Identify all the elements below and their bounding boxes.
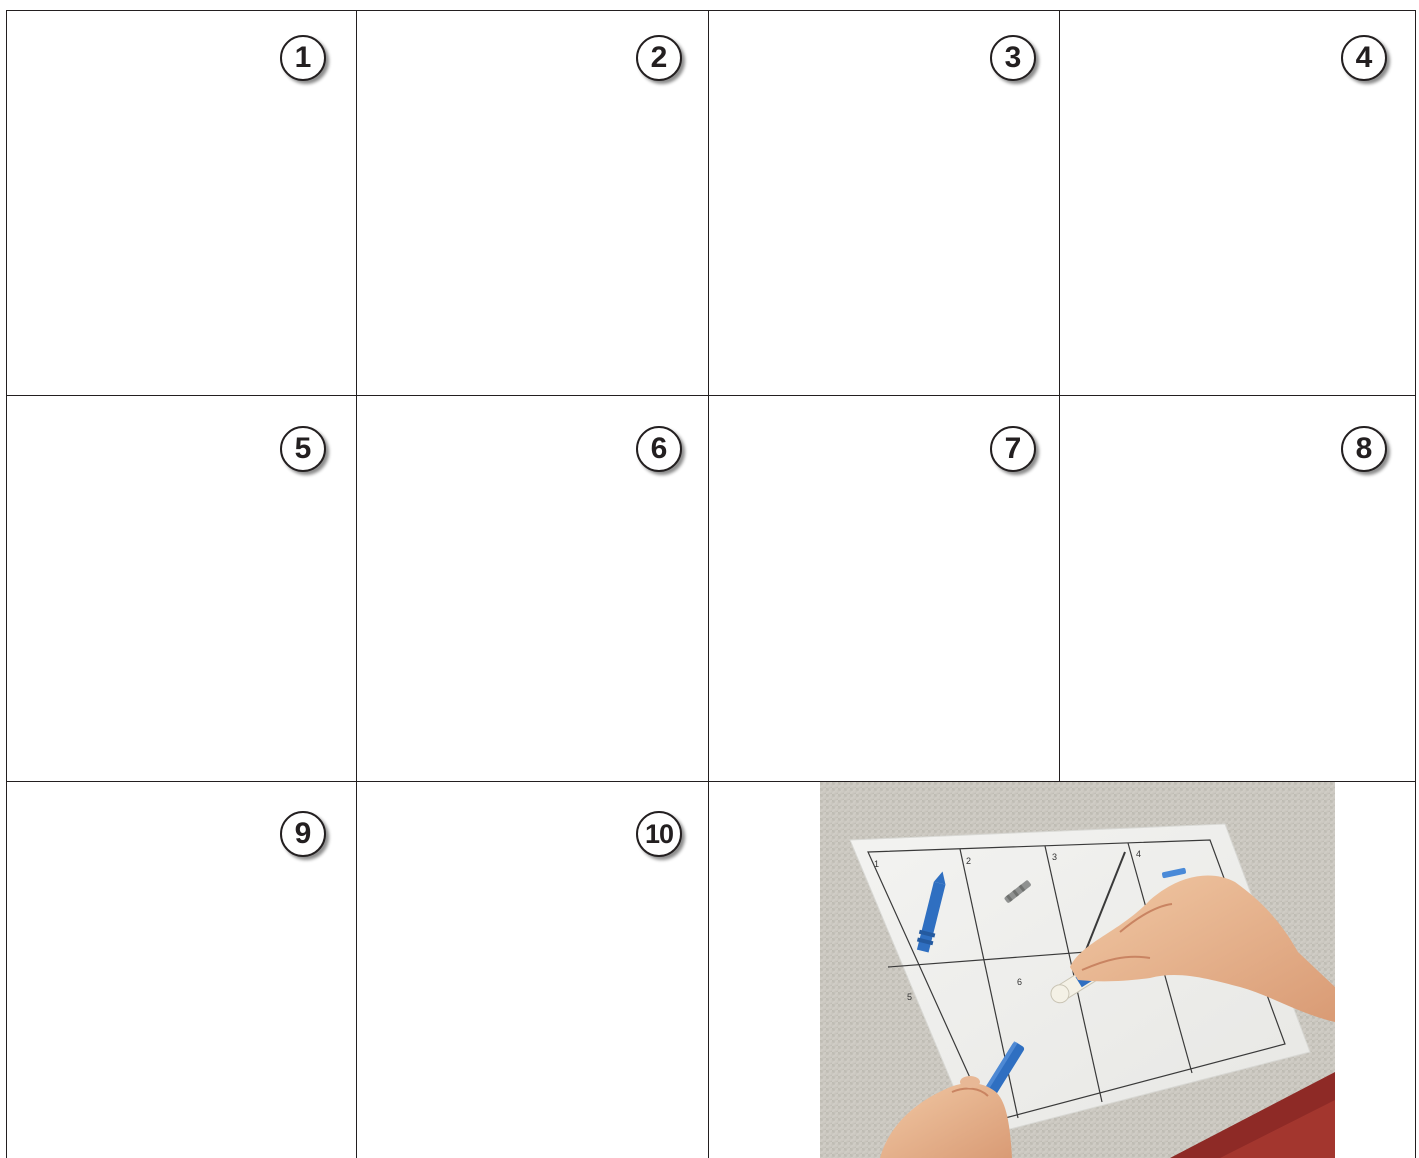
cell-2 (356, 10, 708, 395)
sheet-label: 5 (907, 992, 913, 1002)
cell-3 (708, 10, 1059, 395)
step-number-badge: 6 (636, 426, 682, 472)
cell-4 (1059, 10, 1415, 395)
cell-7 (708, 395, 1059, 781)
sheet-label: 3 (1052, 852, 1058, 862)
step-number-badge: 8 (1341, 426, 1387, 472)
cell-1 (6, 10, 356, 395)
cell-10 (356, 781, 708, 1158)
sheet-label: 1 (874, 859, 880, 869)
step-number-badge: 5 (280, 426, 326, 472)
sheet-label: 2 (966, 856, 972, 866)
step-number-badge: 7 (990, 426, 1036, 472)
cell-6 (356, 395, 708, 781)
sheet-label: 6 (1017, 977, 1023, 987)
sheet-label: 4 (1136, 849, 1142, 859)
cell-8 (1059, 395, 1415, 781)
step-number-badge: 1 (280, 35, 326, 81)
example-photo-illustration (820, 782, 1335, 1158)
step-number-badge: 10 (636, 811, 682, 857)
step-number-badge: 4 (1341, 35, 1387, 81)
example-photo (820, 782, 1335, 1158)
step-number-badge: 2 (636, 35, 682, 81)
step-number-badge: 3 (990, 35, 1036, 81)
cell-5 (6, 395, 356, 781)
grid-line-right (1415, 10, 1416, 1158)
cell-9 (6, 781, 356, 1158)
step-number-badge: 9 (280, 811, 326, 857)
